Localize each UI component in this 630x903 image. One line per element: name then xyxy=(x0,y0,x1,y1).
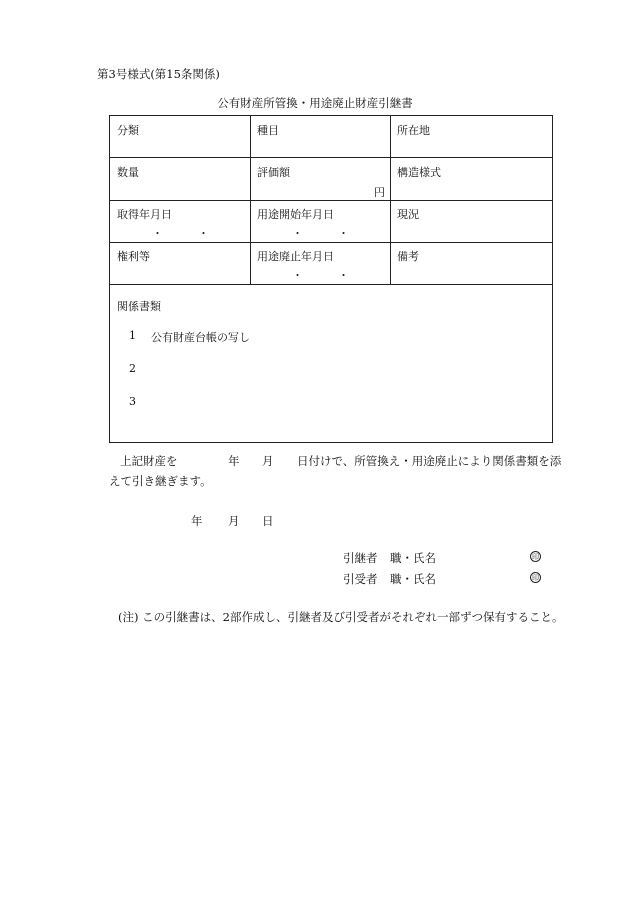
date-month: 月 xyxy=(228,514,240,528)
label-use-start-date: 用途開始年月日 xyxy=(257,208,334,221)
date-separator: ・ xyxy=(292,227,303,240)
label-rights: 権利等 xyxy=(117,250,150,263)
statement-start: 上記財産を xyxy=(120,454,178,468)
form-number: 第3号様式(第15条関係) xyxy=(97,67,220,81)
date-day: 日 xyxy=(262,514,274,528)
related-document-text: 公有財産台帳の写し xyxy=(151,331,250,344)
transferor-name-label: 職・氏名 xyxy=(390,551,436,565)
statement-year: 年 xyxy=(228,454,240,468)
related-documents-heading: 関係書類 xyxy=(117,300,161,313)
label-structure: 構造様式 xyxy=(397,166,441,179)
statement-month: 月 xyxy=(262,454,274,468)
seal-mark: 印 xyxy=(532,553,539,561)
related-document-number: 2 xyxy=(129,362,136,375)
related-document-number: 3 xyxy=(129,395,136,408)
label-status: 現況 xyxy=(397,208,419,221)
label-valuation: 評価額 xyxy=(257,166,290,179)
column-divider-2 xyxy=(390,116,391,284)
row-divider-3 xyxy=(110,242,552,243)
date-separator: ・ xyxy=(338,227,349,240)
transferee-role: 引受者 xyxy=(343,572,378,586)
transferor-role: 引継者 xyxy=(343,551,378,565)
row-divider-2 xyxy=(110,200,552,201)
document-title: 公有財産所管換・用途廃止財産引継書 xyxy=(217,96,413,110)
transferee-name-label: 職・氏名 xyxy=(390,572,436,586)
label-yen: 円 xyxy=(374,186,385,199)
statement-rest: 日付けで、所管換え・用途廃止により関係書類を添 xyxy=(297,454,562,468)
footnote: (注) この引継書は、2部作成し、引継者及び引受者がそれぞれ一部ずつ保有すること。 xyxy=(118,610,564,624)
date-separator: ・ xyxy=(292,269,303,282)
column-divider-1 xyxy=(250,116,251,284)
row-divider-1 xyxy=(110,157,552,158)
label-use-abolition-date: 用途廃止年月日 xyxy=(257,250,334,263)
date-separator: ・ xyxy=(198,227,209,240)
date-separator: ・ xyxy=(152,227,163,240)
related-document-number: 1 xyxy=(129,329,136,342)
seal-mark: 印 xyxy=(532,574,539,582)
transfer-table xyxy=(109,115,553,443)
date-separator: ・ xyxy=(338,269,349,282)
label-location: 所在地 xyxy=(397,124,430,137)
date-year: 年 xyxy=(191,514,203,528)
label-quantity: 数量 xyxy=(117,166,139,179)
label-classification: 分類 xyxy=(117,124,139,137)
statement-line-2: えて引き継ぎます。 xyxy=(109,474,212,488)
label-acquisition-date: 取得年月日 xyxy=(117,208,172,221)
label-type: 種目 xyxy=(257,124,279,137)
label-remarks: 備考 xyxy=(397,250,419,263)
row-divider-4 xyxy=(110,284,552,285)
